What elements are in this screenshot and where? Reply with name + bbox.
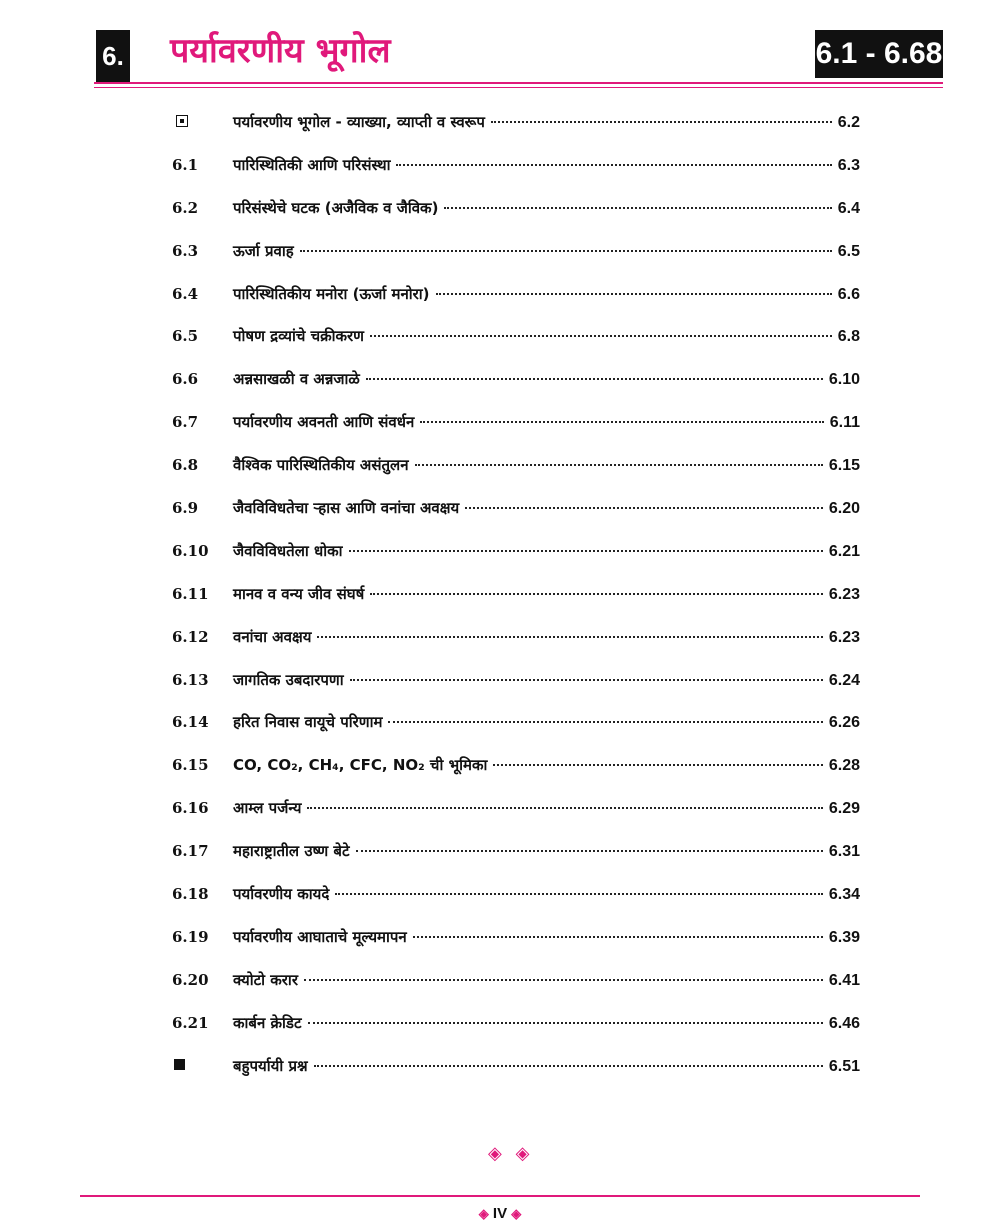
toc-entry-title: पर्यावरणीय भूगोल - व्याख्या, व्याप्ती व स्वरूप	[233, 113, 485, 131]
toc-section-number: 6.14	[172, 713, 209, 732]
toc-row[interactable]	[0, 234, 1000, 277]
toc-page-number: 6.10	[828, 371, 860, 389]
toc-leader-dots	[370, 335, 832, 337]
toc-row[interactable]	[0, 191, 1000, 234]
toc-section-number: 6.8	[172, 456, 199, 475]
toc-section-number: 6.13	[172, 670, 209, 689]
toc-entry-line	[233, 241, 860, 261]
toc-leader-dots	[335, 893, 823, 895]
toc-entry-line	[233, 284, 860, 304]
toc-leader-dots	[300, 250, 832, 252]
toc-section-number: 6.16	[172, 799, 209, 818]
page-number: IV	[492, 1205, 508, 1222]
toc-section-number: 6.5	[172, 327, 199, 346]
toc-leader-dots	[413, 936, 823, 938]
toc-row[interactable]	[0, 319, 1000, 362]
toc-entry-line	[233, 541, 860, 561]
toc-entry-title: आम्ल पर्जन्य	[233, 799, 302, 818]
toc-section-number: 6.3	[172, 241, 199, 260]
toc-entry-line	[233, 498, 860, 518]
toc-entry-title: पोषण द्रव्यांचे चक्रीकरण	[233, 327, 365, 346]
toc-leader-dots	[304, 979, 823, 981]
toc-row[interactable]	[0, 577, 1000, 620]
footer-rule	[80, 1195, 920, 1197]
toc-entry-line	[233, 670, 860, 690]
toc-page-number: 6.15	[828, 457, 860, 475]
toc-entry-title: हरित निवास वायूचे परिणाम	[233, 713, 383, 732]
toc-leader-dots	[465, 507, 823, 509]
diamond-left-icon: ◈	[478, 1206, 489, 1221]
toc-section-number: 6.2	[172, 198, 199, 217]
toc-section-number: 6.19	[172, 927, 209, 946]
toc-entry-title: पारिस्थितिकी आणि परिसंस्था	[233, 155, 391, 174]
toc-entry-line	[233, 198, 860, 218]
toc-entry-title: क्योटो करार	[233, 970, 298, 989]
toc-entry-line	[233, 1056, 860, 1076]
diamond-ornament-icon: ◈ ◈	[488, 1143, 534, 1164]
toc-leader-dots	[350, 679, 823, 681]
toc-entry-title: जैवविविधतेला धोका	[233, 541, 343, 560]
toc-leader-dots	[415, 464, 823, 466]
table-of-contents	[0, 105, 1000, 1091]
toc-page-number: 6.28	[828, 757, 860, 775]
toc-leader-dots	[314, 1065, 823, 1067]
toc-page-number: 6.21	[828, 542, 860, 560]
toc-entry-title: ऊर्जा प्रवाह	[233, 241, 294, 260]
toc-leader-dots	[388, 721, 822, 723]
toc-entry-line	[233, 584, 860, 604]
toc-entry-title: वनांचा अवक्षय	[233, 627, 312, 646]
boxed-dot-icon	[176, 115, 188, 127]
toc-entry-title: पर्यावरणीय अवनती आणि संवर्धन	[233, 413, 415, 432]
toc-page-number: 6.2	[837, 114, 860, 131]
toc-row[interactable]	[0, 705, 1000, 748]
toc-page-number: 6.24	[828, 671, 860, 689]
toc-page-number: 6.23	[828, 585, 860, 603]
toc-leader-dots	[349, 550, 823, 552]
toc-entry-line	[233, 155, 860, 175]
toc-entry-line	[233, 455, 860, 475]
toc-page-number: 6.34	[828, 886, 860, 904]
toc-entry-title: वैश्विक पारिस्थितिकीय असंतुलन	[233, 456, 409, 475]
toc-page-number: 6.41	[828, 971, 860, 989]
toc-section-number: 6.9	[172, 499, 199, 518]
toc-section-number: 6.11	[172, 584, 209, 603]
toc-row[interactable]	[0, 1049, 1000, 1092]
toc-entry-line	[233, 970, 860, 990]
toc-section-number: 6.6	[172, 370, 199, 389]
toc-page-number: 6.46	[828, 1014, 860, 1032]
toc-leader-dots	[436, 293, 832, 295]
chapter-title: पर्यावरणीय भूगोल	[170, 31, 391, 71]
toc-row[interactable]	[0, 148, 1000, 191]
toc-entry-title: जागतिक उबदारपणा	[233, 670, 344, 689]
toc-entry-title: परिसंस्थेचे घटक (अजैविक व जैविक)	[233, 198, 439, 217]
toc-page-number: 6.4	[837, 199, 860, 217]
toc-page-number: 6.29	[828, 800, 860, 818]
toc-leader-dots	[493, 764, 822, 766]
toc-entry-line	[233, 627, 860, 647]
toc-page-number: 6.11	[829, 414, 860, 432]
toc-entry-title: मानव व वन्य जीव संघर्ष	[233, 584, 365, 603]
toc-leader-dots	[444, 207, 831, 209]
toc-row[interactable]	[0, 663, 1000, 706]
toc-entry-title: CO, CO₂, CH₄, CFC, NO₂ ची भूमिका	[233, 756, 488, 775]
toc-row[interactable]	[0, 620, 1000, 663]
toc-section-number: 6.10	[172, 541, 209, 560]
toc-leader-dots	[420, 421, 823, 423]
toc-section-number: 6.1	[172, 155, 199, 174]
header-rule-thin	[94, 87, 943, 88]
toc-page-number: 6.39	[828, 928, 860, 946]
toc-section-number: 6.21	[172, 1013, 209, 1032]
toc-section-number: 6.7	[172, 413, 199, 432]
toc-leader-dots	[370, 593, 823, 595]
toc-entry-line	[233, 798, 860, 818]
toc-page-number: 6.31	[828, 843, 860, 861]
toc-entry-title: पारिस्थितिकीय मनोरा (ऊर्जा मनोरा)	[233, 284, 430, 303]
header-rule	[94, 82, 943, 84]
chapter-number: 6.	[96, 30, 130, 82]
toc-row[interactable]	[0, 105, 1000, 148]
toc-row[interactable]	[0, 748, 1000, 791]
toc-row[interactable]	[0, 834, 1000, 877]
toc-entry-line	[233, 841, 860, 861]
toc-row[interactable]	[0, 791, 1000, 834]
toc-entry-line	[233, 884, 860, 904]
toc-row[interactable]	[0, 277, 1000, 320]
toc-section-number: 6.4	[172, 284, 199, 303]
toc-page-number: 6.20	[828, 500, 860, 518]
toc-leader-dots	[396, 164, 831, 166]
filled-square-icon	[174, 1059, 185, 1070]
toc-row[interactable]	[0, 405, 1000, 448]
page-footer	[0, 1205, 1000, 1222]
toc-page-number: 6.23	[828, 628, 860, 646]
toc-page-number: 6.8	[837, 328, 860, 346]
toc-row[interactable]	[0, 877, 1000, 920]
toc-row[interactable]	[0, 920, 1000, 963]
toc-row[interactable]	[0, 491, 1000, 534]
toc-section-number: 6.20	[172, 970, 209, 989]
toc-page-number: 6.5	[837, 242, 860, 260]
toc-section-number: 6.17	[172, 842, 209, 861]
toc-entry-line	[233, 412, 860, 432]
toc-entry-line	[233, 1013, 860, 1033]
toc-leader-dots	[491, 121, 832, 123]
toc-leader-dots	[308, 1022, 823, 1024]
toc-entry-title: पर्यावरणीय कायदे	[233, 885, 330, 904]
toc-entry-title: जैवविविधतेचा ऱ्हास आणि वनांचा अवक्षय	[233, 499, 460, 518]
toc-entry-title: कार्बन क्रेडिट	[233, 1013, 302, 1032]
toc-leader-dots	[317, 636, 822, 638]
toc-row[interactable]	[0, 448, 1000, 491]
chapter-page-range: 6.1 - 6.68	[815, 30, 943, 78]
toc-entry-title: महाराष्ट्रातील उष्ण बेटे	[233, 842, 350, 861]
toc-section-number: 6.12	[172, 627, 209, 646]
toc-leader-dots	[356, 850, 823, 852]
toc-page-number: 6.3	[837, 156, 860, 174]
toc-entry-line	[233, 927, 860, 947]
toc-row[interactable]	[0, 1006, 1000, 1049]
toc-entry-line	[233, 369, 860, 389]
toc-entry-line	[233, 755, 860, 775]
toc-leader-dots	[366, 378, 823, 380]
toc-entry-title: बहुपर्यायी प्रश्न	[233, 1056, 308, 1075]
toc-page-number: 6.6	[837, 285, 860, 303]
toc-row[interactable]	[0, 963, 1000, 1006]
toc-entry-line	[233, 112, 860, 132]
toc-section-number: 6.15	[172, 756, 209, 775]
toc-entry-line	[233, 712, 860, 732]
toc-entry-line	[233, 326, 860, 346]
toc-section-number: 6.18	[172, 885, 209, 904]
toc-row[interactable]	[0, 362, 1000, 405]
toc-leader-dots	[307, 807, 822, 809]
toc-entry-title: अन्नसाखळी व अन्नजाळे	[233, 370, 360, 389]
toc-row[interactable]	[0, 534, 1000, 577]
toc-entry-title: पर्यावरणीय आघाताचे मूल्यमापन	[233, 927, 407, 946]
diamond-right-icon: ◈	[511, 1206, 522, 1221]
toc-page-number: 6.51	[828, 1057, 860, 1075]
toc-page-number: 6.26	[828, 714, 860, 732]
